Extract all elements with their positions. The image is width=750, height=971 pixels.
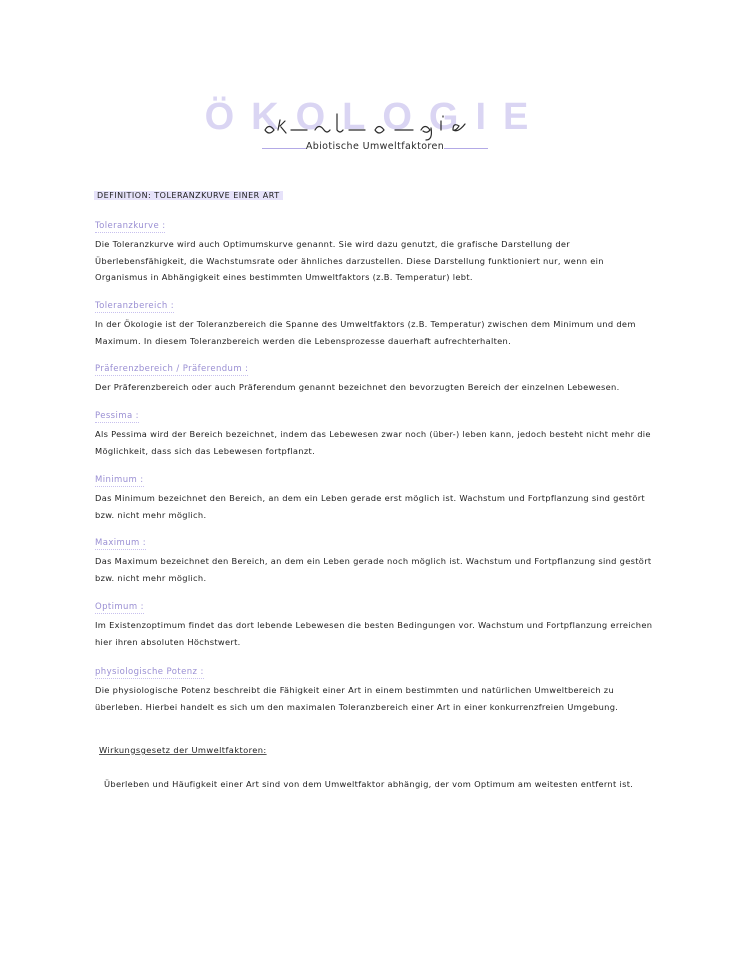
term-toleranzbereich: Toleranzbereich : — [95, 301, 175, 311]
text-physiologische-potenz: Die physiologische Potenz beschreibt die Fähigkeit einer Art in einem bestimmten und natürlichen Umweltbereich zu überleben. Hierbei handelt es sich um den maximalen Toleranzbereich einer Art in einer konkurrenzfreien Umgebung. — [95, 685, 619, 712]
law-text: Überleben und Häufigkeit einer Art sind von dem Umweltfaktor abhängig, der vom Optimum am weitesten entfernt ist. — [104, 779, 634, 789]
term-praeferenzbereich: Präferenzbereich / Präferendum : — [95, 364, 249, 374]
term-minimum: Minimum : — [95, 475, 144, 485]
term-toleranzkurve: Toleranzkurve : — [95, 221, 166, 231]
text-toleranzkurve: Die Toleranzkurve wird auch Optimumskurve genannt. Sie wird dazu genutzt, die grafische Darstellung der Überlebensfähigkeit, die Wachstumsrate oder ähnliches darzustellen. Diese Darstellung funktioniert nur, wenn ein Organismus in Abhängigkeit eines bestimmten Umweltfaktors (z.B. Temperatur) lebt. — [95, 239, 604, 282]
term-pessima: Pessima : — [95, 411, 139, 421]
text-toleranzbereich: In der Ökologie ist der Toleranzbereich die Spanne des Umweltfaktors (z.B. Temperatur) zwischen dem Minimum und dem Maximum. In diesem Toleranzbereich werden die Lebensprozesse dauerhaft aufrechterhalten. — [95, 319, 636, 346]
page-title-text: ÖKOLOGIE — [204, 96, 546, 138]
text-praeferenzbereich: Der Präferenzbereich oder auch Präferendum genannt bezeichnet den bevorzugten Bereich der einzelnen Lebewesen. — [95, 382, 620, 392]
text-minimum: Das Minimum bezeichnet den Bereich, an dem ein Leben gerade erst möglich ist. Wachstum und Fortpflanzung sind gestört bzw. nicht mehr möglich. — [95, 493, 645, 520]
law-heading: Wirkungsgesetz der Umweltfaktoren: — [99, 745, 267, 755]
definition-heading: DEFINITION: TOLERANZKURVE EINER ART — [94, 191, 283, 200]
term-maximum: Maximum : — [95, 538, 147, 548]
text-pessima: Als Pessima wird der Bereich bezeichnet, indem das Lebewesen zwar noch (über-) leben kann, jedoch besteht nicht mehr die Möglichkeit, dass sich das Lebewesen fortpflanzt. — [95, 429, 651, 456]
subtitle-text: Abiotische Umweltfaktoren — [305, 141, 445, 152]
text-maximum: Das Maximum bezeichnet den Bereich, an dem ein Leben gerade noch möglich ist. Wachstum und Fortpflanzung sind gestört bzw. nicht mehr möglich. — [95, 556, 652, 583]
term-optimum: Optimum : — [95, 602, 144, 612]
title-script-overlay — [255, 100, 495, 144]
text-optimum: Im Existenzoptimum findet das dort lebende Lebewesen die besten Bedingungen vor. Wachstum und Fortpflanzung erreichen hier ihren absoluten Höchstwert. — [95, 620, 653, 647]
subtitle-divider-right — [444, 148, 488, 149]
term-physiologische-potenz: physiologische Potenz : — [95, 667, 204, 677]
subtitle — [262, 140, 488, 156]
